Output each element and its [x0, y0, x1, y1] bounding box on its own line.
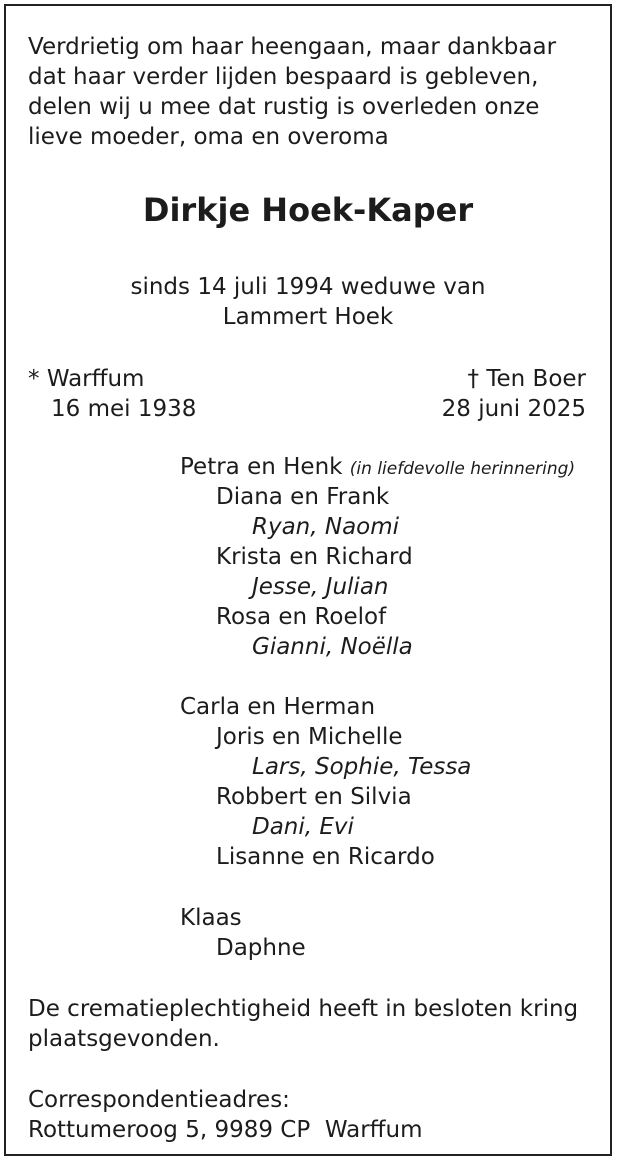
family-group-2	[180, 692, 471, 872]
family-head: Klaas	[180, 905, 242, 931]
family-grandchildren: Jesse, Julian	[252, 574, 389, 600]
family-grandchildren: Ryan, Naomi	[252, 514, 400, 540]
ceremony-text	[28, 994, 578, 1054]
address-label: Correspondentieadres:	[28, 1087, 290, 1113]
memorial-note: (in liefdevolle herinnering)	[349, 459, 576, 479]
ceremony-line: plaatsgevonden.	[28, 1026, 220, 1052]
address-line: Rottumeroog 5, 9989 CP Warffum	[28, 1117, 423, 1143]
spouse-name: Lammert Hoek	[222, 304, 394, 330]
family-head: Petra en Henk (in liefdevolle herinnering)	[180, 454, 576, 480]
ceremony-line: De crematieplechtigheid heeft in besloten kring	[28, 996, 579, 1022]
family-child: Krista en Richard	[216, 544, 413, 570]
birth-date: 16 mei 1938	[51, 396, 197, 422]
family-child: Daphne	[216, 935, 306, 961]
intro-line: lieve moeder, oma en overoma	[28, 124, 389, 150]
death-notice-card	[4, 4, 612, 1156]
family-child: Joris en Michelle	[216, 724, 403, 750]
family-child: Rosa en Roelof	[216, 604, 387, 630]
birth-place: Warffum	[46, 366, 145, 392]
family-group-1	[180, 452, 575, 662]
death-date: 28 juni 2025	[441, 396, 586, 422]
birth-info	[28, 364, 196, 424]
widow-info	[6, 272, 610, 332]
intro-text	[28, 32, 556, 152]
death-place: Ten Boer	[486, 366, 586, 392]
intro-line: Verdrietig om haar heengaan, maar dankbaar	[28, 34, 557, 60]
birth-symbol: *	[28, 366, 40, 392]
widow-line: sinds 14 juli 1994 weduwe van	[130, 274, 486, 300]
intro-line: delen wij u mee dat rustig is overleden onze	[28, 94, 540, 120]
death-info	[442, 364, 586, 424]
death-symbol: †	[467, 366, 480, 392]
family-head: Carla en Herman	[180, 694, 376, 720]
family-child: Robbert en Silvia	[216, 784, 412, 810]
family-grandchildren: Dani, Evi	[252, 814, 354, 840]
deceased-name: Dirkje Hoek-Kaper	[142, 191, 474, 229]
intro-line: dat haar verder lijden bespaard is gebleven,	[28, 64, 539, 90]
family-grandchildren: Gianni, Noëlla	[252, 634, 413, 660]
family-grandchildren: Lars, Sophie, Tessa	[252, 754, 472, 780]
family-group-3	[180, 903, 306, 963]
family-child: Lisanne en Ricardo	[216, 844, 435, 870]
correspondence-address	[28, 1085, 423, 1145]
family-child: Diana en Frank	[216, 484, 390, 510]
